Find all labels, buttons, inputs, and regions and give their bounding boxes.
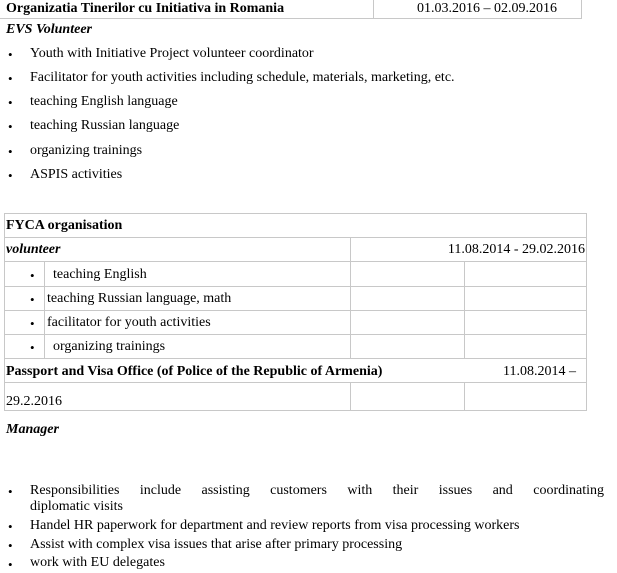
table-line: [4, 213, 587, 214]
table-line: [4, 410, 587, 411]
bullet-icon: •: [8, 168, 13, 183]
job1-duty: teaching English language: [30, 94, 178, 109]
bullet-icon: •: [8, 71, 13, 86]
bullet-icon: •: [8, 95, 13, 110]
job1-duty: ASPIS activities: [30, 167, 123, 182]
job1-duty: Facilitator for youth activities including schedule, materials, marketing, etc.: [30, 70, 455, 85]
table-line: [586, 213, 587, 411]
bullet-icon: •: [30, 268, 35, 283]
bullet-icon: •: [8, 119, 13, 134]
table-line: [464, 261, 465, 358]
job3-duty: work with EU delegates: [30, 555, 165, 570]
table-line: [4, 286, 587, 287]
table-line: [350, 237, 351, 358]
job1-duty: Youth with Initiative Project volunteer coordinator: [30, 46, 314, 61]
job2-role: volunteer: [6, 242, 61, 257]
job2-organization: FYCA organisation: [6, 218, 123, 233]
table-line: [4, 261, 587, 262]
job2-duty: facilitator for youth activities: [47, 315, 211, 330]
table-line: [464, 382, 465, 410]
job1-duty: teaching Russian language: [30, 118, 180, 133]
job3-duty-main: [30, 482, 604, 499]
table-line: [350, 382, 351, 410]
job3-dates-end: 29.2.2016: [6, 394, 62, 409]
table-line: [4, 310, 587, 311]
job2-duty: teaching Russian language, math: [47, 291, 232, 306]
job3-duty-line-continued: diplomatic visits: [30, 499, 123, 514]
bullet-icon: •: [8, 144, 13, 159]
table-line: [4, 237, 587, 238]
table-line: [4, 358, 587, 359]
job2-dates: 11.08.2014 - 29.02.2016: [447, 242, 585, 257]
job1-table-divider: [373, 0, 374, 19]
job1-table-right-border: [581, 0, 582, 19]
table-line: [4, 334, 587, 335]
table-line: [44, 261, 45, 358]
bullet-icon: •: [30, 316, 35, 331]
job1-role: EVS Volunteer: [6, 22, 92, 37]
job1-duty: organizing trainings: [30, 143, 143, 158]
job3-duty: Handel HR paperwork for department and review reports from visa processing workers: [30, 518, 520, 533]
bullet-icon: •: [30, 340, 35, 355]
job3-duty: Assist with complex visa issues that arise after primary processing: [30, 537, 403, 552]
bullet-icon: •: [8, 484, 13, 499]
table-line: [4, 213, 5, 411]
job3-duty-line: Responsibilities include assisting customers with their issues and coordinating: [30, 483, 604, 498]
bullet-icon: •: [30, 292, 35, 307]
bullet-icon: •: [8, 47, 13, 62]
bullet-icon: •: [8, 519, 13, 534]
table-line: [4, 382, 587, 383]
job3-role: Manager: [6, 422, 59, 437]
job2-duty: teaching English: [53, 267, 147, 282]
job1-dates: 01.03.2016 – 02.09.2016: [417, 1, 557, 16]
job1-table-bottom-border: [0, 18, 582, 19]
job2-duty: organizing trainings: [53, 339, 166, 354]
job3-organization: Passport and Visa Office (of Police of the Republic of Armenia): [6, 364, 383, 379]
bullet-icon: •: [8, 538, 13, 553]
job3-dates-start: 11.08.2014 –: [503, 364, 576, 379]
bullet-icon: •: [8, 557, 13, 572]
job1-organization: Organizatia Tinerilor cu Initiativa in Romania: [6, 1, 285, 16]
